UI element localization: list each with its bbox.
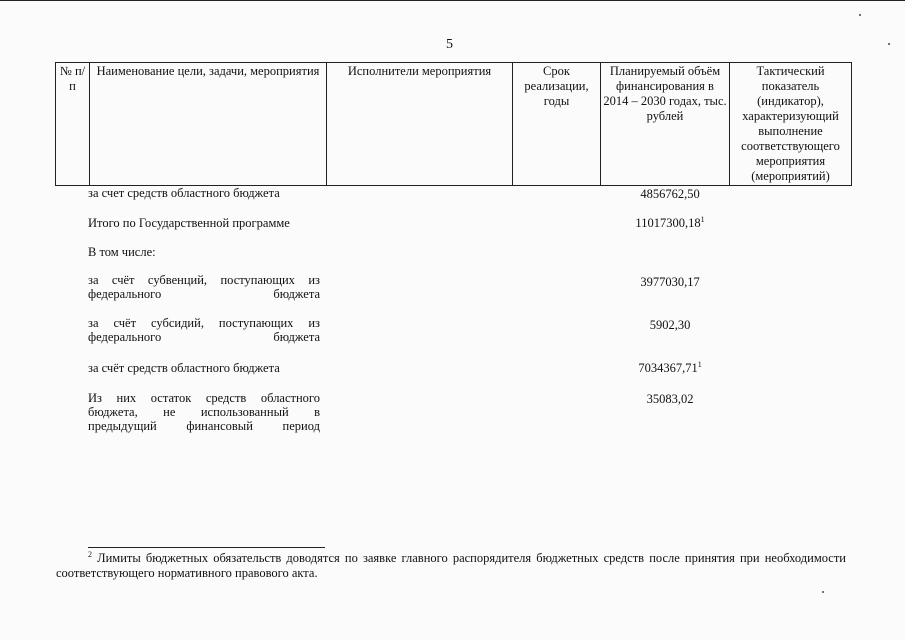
row-label: за счёт субсидий, поступающих из федерального бюджета xyxy=(88,316,320,344)
header-col-funding: Планируемый объём финансирования в 2014 – 2030 годах, тыс. рублей xyxy=(601,63,730,186)
scan-speck xyxy=(888,43,890,45)
scan-speck xyxy=(822,591,824,593)
row-label: Итого по Государственной программе xyxy=(88,216,290,230)
header-col-indicator: Тактический показатель (индикатор), характеризующий выполнение соответствующего мероприятия (мероприятий) xyxy=(730,63,852,186)
row-value: 35083,02 xyxy=(646,392,694,406)
header-col-name: Наименование цели, задачи, мероприятия xyxy=(90,63,327,186)
row-label: В том числе: xyxy=(88,245,156,259)
page-number: 5 xyxy=(446,37,453,52)
row-value: 4856762,50 xyxy=(640,187,700,201)
page-top-edge xyxy=(0,0,905,1)
row-label: Из них остаток средств областного бюджета, не использованный в предыдущий финансовый период xyxy=(88,391,320,433)
footnote-marker: 2 xyxy=(88,549,92,559)
header-col-executors: Исполнители мероприятия xyxy=(327,63,513,186)
header-col-number: № п/п xyxy=(56,63,90,186)
row-label: за счёт средств областного бюджета xyxy=(88,361,280,375)
row-label: за счёт субвенций, поступающих из федерального бюджета xyxy=(88,273,320,301)
table-header xyxy=(55,62,852,186)
row-value: 3977030,17 xyxy=(640,275,700,289)
row-value: 11017300,18$^1$ xyxy=(635,214,705,230)
footnote xyxy=(56,551,846,581)
footnote-separator xyxy=(88,547,325,548)
row-value: 7034367,71$^1$ xyxy=(638,359,702,375)
row-label: за счет средств областного бюджета xyxy=(88,186,280,200)
row-value: 5902,30 xyxy=(649,318,691,332)
footnote-text: Лимиты бюджетных обязательств доводятся по заявке главного распорядителя бюджетных средств после принятия при необходимости соответствующего нормативного правового акта. xyxy=(56,551,847,580)
scan-speck xyxy=(859,14,861,16)
header-col-period: Срок реализации, годы xyxy=(513,63,601,186)
